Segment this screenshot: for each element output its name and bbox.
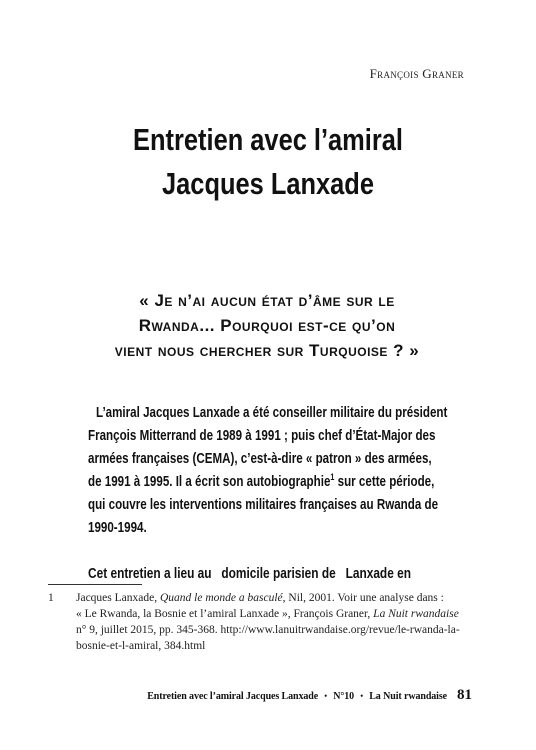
intro-line-5: qui couvre les interventions militaires françaises au Rwanda de (88, 497, 439, 513)
footnote-article-ref: « Le Rwanda, la Bosnie et l’amiral Lanxade », François Graner, (76, 608, 374, 620)
quote-line-3: vient nous chercher sur Turquoise ? » (114, 341, 420, 360)
title-line-1: Entretien avec l’amiral (133, 122, 403, 157)
footnote-line-2 (76, 606, 488, 622)
body-paragraph-start (88, 564, 411, 584)
running-footer (147, 686, 472, 704)
footnote-number: 1 (48, 592, 54, 604)
footnote-separator (48, 584, 142, 585)
footnote-publisher: , Nil, 2001. Voir une analyse dans : (282, 592, 444, 604)
title-line-2: Jacques Lanxade (162, 166, 374, 201)
footnote-line-3[interactable]: n° 9, juillet 2015, pp. 345-368. http://www.lanuitrwandaise.org/revue/le-rwanda-la- (76, 624, 460, 636)
intro-line-6: 1990-1994. (88, 520, 147, 536)
intro-line-3: armées françaises (CEMA), c’est-à-dire « patron » des armées, (88, 451, 432, 467)
page-number: 81 (457, 687, 472, 703)
intro-line-1: L’amiral Jacques Lanxade a été conseiller militaire du président (96, 405, 448, 421)
article-title (48, 118, 488, 206)
intro-line-4-end: sur cette période, (334, 474, 435, 490)
footnote-author: Jacques Lanxade, (76, 592, 160, 604)
running-header-author: François Graner (369, 66, 464, 81)
footer-bullet-2: • (360, 691, 364, 701)
intro-paragraph (88, 402, 448, 540)
footer-journal: La Nuit rwandaise (369, 691, 447, 702)
footnote-body (76, 590, 488, 654)
footnote-line-4[interactable]: bosnie-et-l-amiral, 384.html (76, 640, 206, 652)
body-segment-2: domicile parisien de (221, 566, 336, 582)
body-segment-3: Lanxade en (345, 566, 411, 582)
footnote (48, 590, 488, 654)
footnote-reference[interactable]: 1 (330, 472, 335, 483)
body-segment-1: Cet entretien a lieu au (88, 566, 212, 582)
intro-line-2: François Mitterrand de 1989 à 1991 ; puis chef d’État-Major des (88, 428, 436, 444)
footer-issue: N°10 (333, 691, 355, 702)
quote-line-1: « Je n’ai aucun état d’âme sur le (139, 291, 395, 310)
footer-article-title: Entretien avec l’amiral Jacques Lanxade (147, 691, 319, 702)
footnote-line-1 (76, 590, 488, 606)
quote-line-2: Rwanda... Pourquoi est-ce qu’on (138, 316, 396, 335)
intro-line-4 (88, 471, 435, 494)
pull-quote (60, 288, 474, 363)
intro-line-4-start: de 1991 à 1995. Il a écrit son autobiographie (88, 474, 331, 490)
footnote-journal: La Nuit rwandaise (373, 608, 459, 620)
footnote-book-title: Quand le monde a basculé (159, 592, 283, 604)
footer-bullet-1: • (324, 691, 328, 701)
